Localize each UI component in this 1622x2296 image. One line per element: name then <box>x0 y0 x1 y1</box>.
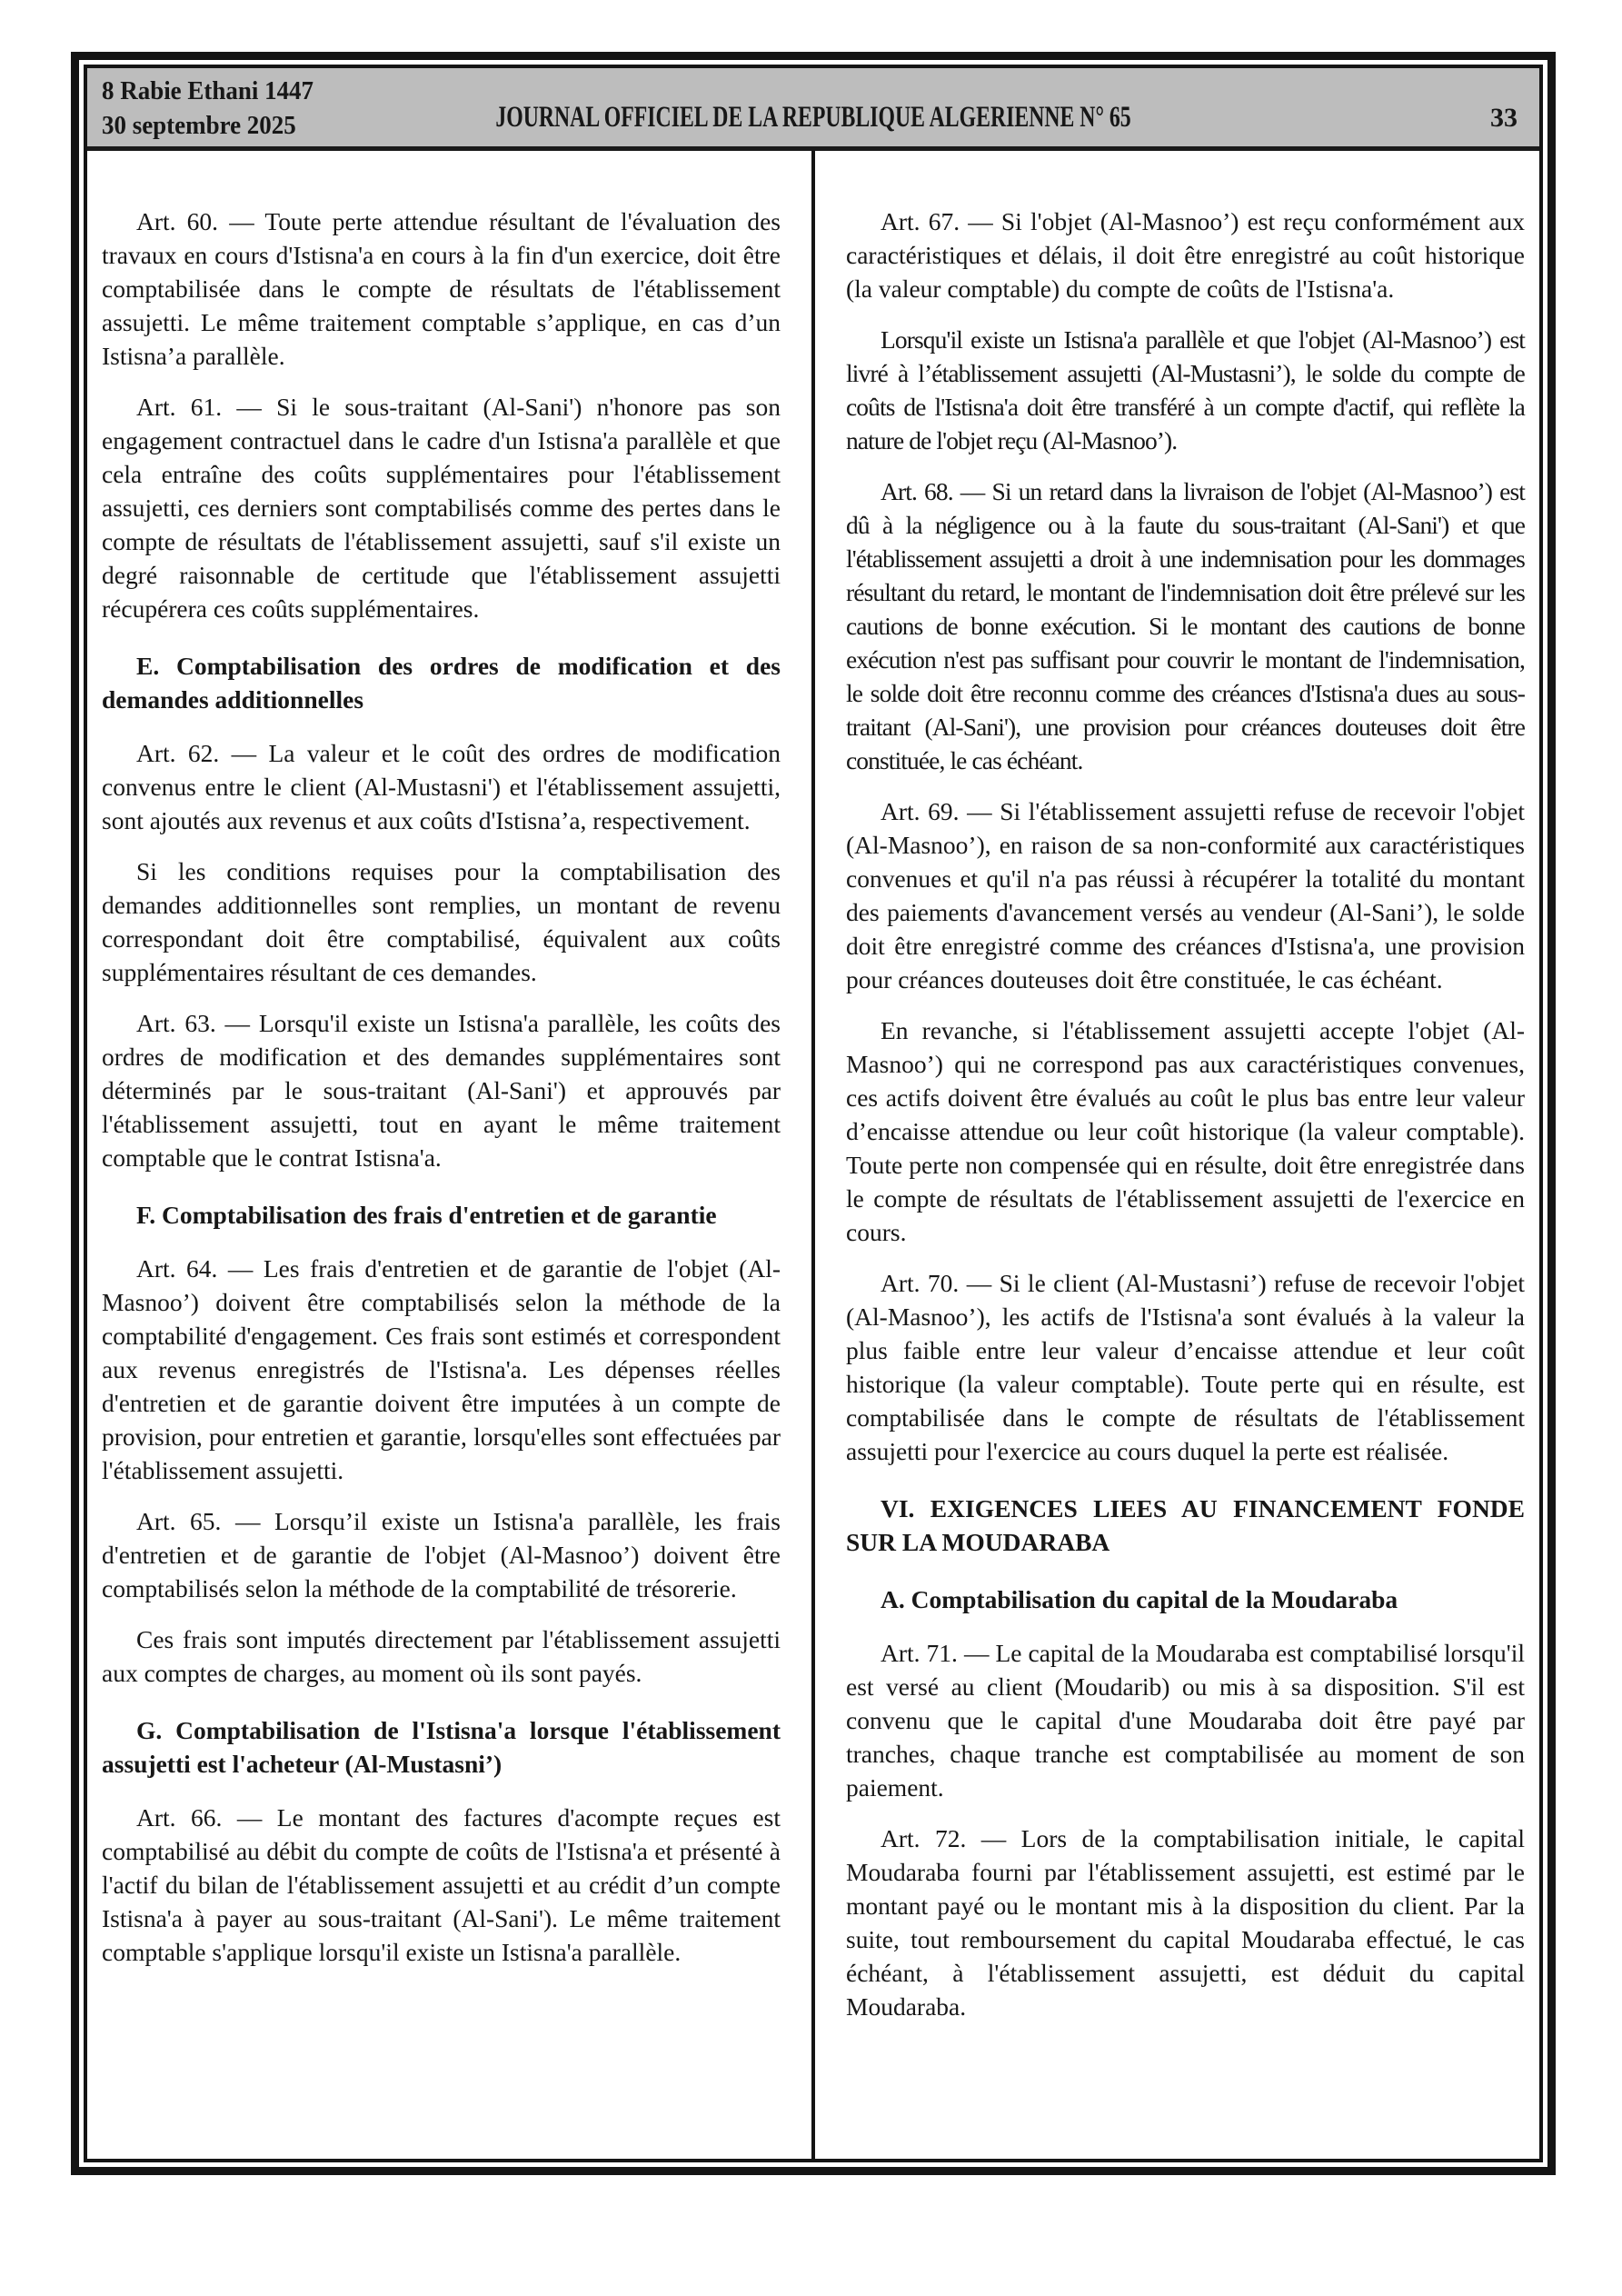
heading-g: G. Comptabilisation de l'Istisna'a lorsque l'établissement assujetti est l'acheteur (Al-Mustasni’) <box>102 1716 781 1778</box>
paragraph-ces-frais: Ces frais sont imputés directement par l'établissement assujetti aux comptes de charges, au moment où ils sont payés. <box>102 1625 781 1687</box>
article-72: Art. 72. — Lors de la comptabilisation initiale, le capital Moudaraba fourni par l'établissement assujetti, est estimé par le montant payé ou le montant mis à la disposition du client. Par la suite, tout remboursement du capital Moudaraba effectué, le cas échéant, à l'établissement assujetti, est déduit du capital Moudaraba. <box>846 1824 1525 2021</box>
journal-title: JOURNAL OFFICIEL DE LA REPUBLIQUE ALGERIENNE N° 65 <box>495 101 1131 134</box>
left-column <box>87 151 811 2159</box>
article-62: Art. 62. — La valeur et le coût des ordres de modification convenus entre le client (Al-Mustasni') et l'établissement assujetti, sont ajoutés aux revenus et aux coûts d'Istisna’a, respectivement. <box>102 739 781 834</box>
paragraph-lorsquil-existe: Lorsqu'il existe un Istisna'a parallèle et que l'objet (Al-Masnoo’) est livré à l’établissement assujetti (Al-Mustasni’), le solde du compte de coûts de l'Istisna'a doit être transféré à un compte d'actif, qui reflète la nature de l'objet reçu (Al-Masnoo’). <box>846 325 1525 454</box>
issue-dates <box>102 74 313 143</box>
heading-e: E. Comptabilisation des ordres de modification et des demandes additionnelles <box>102 652 781 714</box>
content <box>87 151 1539 2159</box>
page-frame-inner <box>84 65 1543 2162</box>
heading-vi: VI. EXIGENCES LIEES AU FINANCEMENT FONDE SUR LA MOUDARABA <box>846 1494 1525 1556</box>
article-68: Art. 68. — Si un retard dans la livraison de l'objet (Al-Masnoo’) est dû à la négligence ou à la faute du sous-traitant (Al-Sani') et que l'établissement assujetti a droit à une indemnisation pour les dommages résultant du retard, le montant de l'indemnisation doit être prélevé sur les cautions de bonne exécution. Si le montant des cautions de bonne exécution n'est pas suffisant pour couvrir le montant de l'indemnisation, le solde doit être reconnu comme des créances d'Istisna'a dues au sous-traitant (Al-Sani'), une provision pour créances douteuses doit être constituée, le cas échéant. <box>846 477 1525 774</box>
article-70: Art. 70. — Si le client (Al-Mustasni’) refuse de recevoir l'objet (Al-Masnoo’), les actifs de l'Istisna'a sont évalués à la valeur la plus faible entre leur valeur d’encaisse attendue et leur coût historique (la valeur comptable). Toute perte qui en résulte, est comptabilisée dans le compte de résultats de l'établissement assujetti pour l'exercice au cours duquel la perte est réalisée. <box>846 1269 1525 1465</box>
article-61: Art. 61. — Si le sous-traitant (Al-Sani') n'honore pas son engagement contractuel dans le cadre d'un Istisna'a parallèle et que cela entraîne des coûts supplémentaires pour l'établissement assujetti, ces derniers sont comptabilisés comme des pertes dans le compte de résultats de l'établissement assujetti, sauf s'il existe un degré raisonnable de certitude que l'établissement assujetti récupérera ces coûts supplémentaires. <box>102 393 781 623</box>
heading-a: A. Comptabilisation du capital de la Moudaraba <box>881 1585 1398 1613</box>
article-64: Art. 64. — Les frais d'entretien et de garantie de l'objet (Al-Masnoo’) doivent être comptabilisés selon la méthode de la comptabilité d'engagement. Ces frais sont estimés et correspondent aux revenus enregistrés de l'Istisna'a. Les dépenses réelles d'entretien et de garantie doivent être imputées à un compte de provision, pour entretien et garantie, lorsqu'elles sont effectuées par l'établissement assujetti. <box>102 1254 781 1484</box>
paragraph-en-revanche: En revanche, si l'établissement assujetti accepte l'objet (Al-Masnoo’) qui ne correspond pas aux caractéristiques convenues, ces actifs doivent être évalués au coût le plus bas entre leur valeur d’encaisse attendue ou leur coût historique (la valeur comptable). Toute perte non compensée qui en résulte, doit être enregistrée dans le compte de résultats de l'établissement assujetti de l'exercice en cours. <box>846 1016 1525 1246</box>
article-66: Art. 66. — Le montant des factures d'acompte reçues est comptabilisé au débit du compte de coûts de l'Istisna'a et présenté à l'actif du bilan de l'établissement assujetti et au crédit d’un compte Istisna'a à payer au sous-traitant (Al-Sani'). Le même traitement comptable s'applique lorsqu'il existe un Istisna'a parallèle. <box>102 1803 781 1966</box>
masthead <box>87 68 1539 151</box>
page-number: 33 <box>1490 103 1518 133</box>
paragraph-conditions-requises: Si les conditions requises pour la comptabilisation des demandes additionnelles sont remplies, un montant de revenu correspondant doit être comptabilisé, équivalent aux coûts supplémentaires résultant de ces demandes. <box>102 857 781 986</box>
article-65: Art. 65. — Lorsqu’il existe un Istisna'a parallèle, les frais d'entretien et de garantie de l'objet (Al-Masnoo’) doivent être comptabilisés selon la méthode de la comptabilité de trésorerie. <box>102 1507 781 1602</box>
page-frame <box>71 52 1556 2175</box>
article-60: Art. 60. — Toute perte attendue résultant de l'évaluation des travaux en cours d'Istisna'a en cours à la fin d'un exercice, doit être comptabilisée dans le compte de résultats de l'établissement assujetti. Le même traitement comptable s’applique, en cas d’un Istisna’a parallèle. <box>102 207 781 370</box>
article-69: Art. 69. — Si l'établissement assujetti refuse de recevoir l'objet (Al-Masnoo’), en raison de sa non-conformité aux caractéristiques convenues et qu'il n'a pas réussi à récupérer la totalité du montant des paiements d'avancement versés au vendeur (Al-Sani’), le solde doit être enregistré comme des créances d'Istisna'a, une provision pour créances douteuses doit être constituée, le cas échéant. <box>846 797 1525 993</box>
hijri-date: 8 Rabie Ethani 1447 <box>102 76 314 105</box>
heading-f: F. Comptabilisation des frais d'entretien et de garantie <box>136 1201 717 1229</box>
article-63: Art. 63. — Lorsqu'il existe un Istisna'a parallèle, les coûts des ordres de modification et des demandes supplémentaires sont déterminés par le sous-traitant (Al-Sani') et approuvés par l'établissement assujetti, tout en ayant le même traitement comptable que le contrat Istisna'a. <box>102 1009 781 1172</box>
right-column <box>815 151 1539 2159</box>
article-71: Art. 71. — Le capital de la Moudaraba est comptabilisé lorsqu'il est versé au client (Moudarib) ou mis à sa disposition. S'il est convenu que le capital d'une Moudaraba doit être payé par tranches, chaque tranche est comptabilisée au moment de son paiement. <box>846 1639 1525 1802</box>
gregorian-date: 30 septembre 2025 <box>102 111 296 140</box>
article-67: Art. 67. — Si l'objet (Al-Masnoo’) est reçu conformément aux caractéristiques et délais, il doit être enregistré au coût historique (la valeur comptable) du compte de coûts de l'Istisna'a. <box>846 207 1525 303</box>
